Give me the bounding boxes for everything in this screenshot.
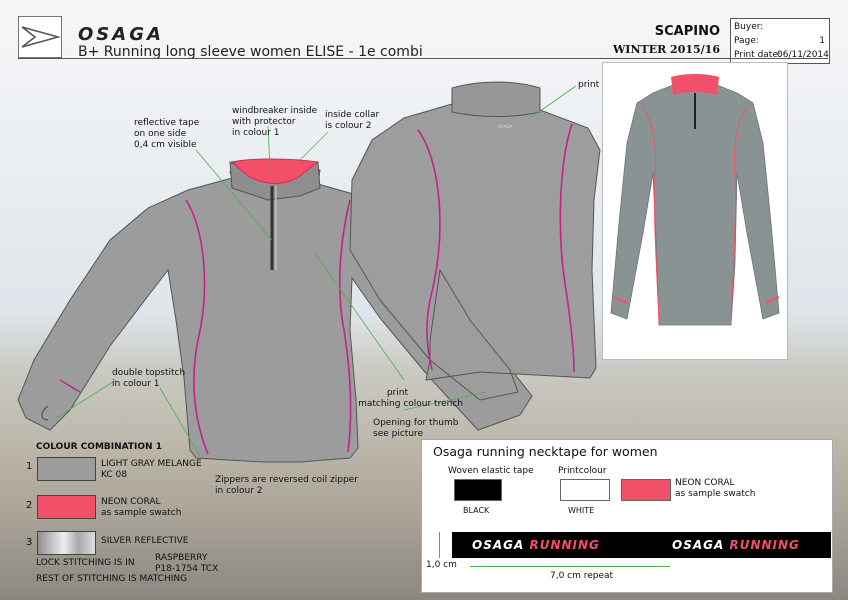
page-label: Page: [734, 36, 759, 46]
swatch-neon-coral-tape [621, 479, 671, 501]
print-date-label: Print date: [734, 50, 781, 60]
colour-label-3: SILVER REFLECTIVE [101, 536, 189, 546]
annotation-windbreaker: windbreaker inside with protector in colour 1 [232, 106, 318, 138]
annotation-reflective-tape: reflective tape on one side 0,4 cm visible [134, 118, 200, 150]
colour-combination-title: COLOUR COMBINATION 1 [36, 442, 162, 452]
woven-tape-label: Woven elastic tape [448, 466, 534, 476]
necktape-strip [452, 532, 831, 558]
svg-text:OSAGA: OSAGA [498, 124, 513, 129]
black-label: BLACK [463, 506, 490, 515]
tape-logo-1: OSAGA RUNNING [472, 538, 600, 552]
annotation-print-top: print [578, 80, 600, 90]
colour-num-1: 1 [26, 461, 33, 472]
swatch-white [560, 479, 610, 501]
lock-stitching-value: RASPBERRY P18-1754 TCX [155, 553, 219, 574]
colour-num-2: 2 [26, 500, 33, 511]
swatch-light-gray-melange [37, 457, 96, 481]
swatch-black [454, 479, 502, 501]
client-name: SCAPINO [654, 24, 720, 39]
annotation-print-matching: print matching colour trench [358, 388, 463, 409]
colour-label-1: LIGHT GRAY MELANGE KC 08 [101, 459, 202, 480]
annotation-double-topstitch: double topstitch in colour 1 [112, 368, 186, 389]
annotation-inside-collar: inside collar is colour 2 [325, 110, 380, 131]
rest-stitching-note: REST OF STITCHING IS MATCHING [36, 574, 188, 584]
printcolour-label: Printcolour [558, 466, 607, 476]
brand-name: OSAGA [78, 24, 164, 45]
lock-stitching-label: LOCK STITCHING IS IN [36, 558, 135, 568]
sample-photo [602, 62, 788, 360]
colour-num-3: 3 [26, 537, 33, 548]
white-label: WHITE [568, 506, 595, 515]
annotation-zippers: Zippers are reversed coil zipper in colour 2 [215, 475, 358, 496]
repeat-dimension-line [470, 566, 670, 567]
swatch-silver-reflective [37, 531, 96, 555]
necktape-spec-box [421, 439, 833, 593]
back-garment-icon [350, 82, 600, 400]
annotation-thumb-opening: Opening for thumb see picture [373, 418, 459, 439]
repeat-label: 7,0 cm repeat [550, 571, 614, 581]
document-title: B+ Running long sleeve women ELISE - 1e combi [78, 44, 423, 60]
buyer-label: Buyer: [734, 22, 764, 32]
sample-garment-photo-icon [603, 63, 787, 359]
height-label: 1,0 cm [426, 560, 457, 570]
page-value: 1 [819, 36, 825, 46]
colour-label-2: NEON CORAL as sample swatch [101, 497, 182, 518]
tape-logo-2: OSAGA RUNNING [672, 538, 800, 552]
height-dimension-line [439, 532, 440, 558]
necktape-title: Osaga running necktape for women [433, 444, 658, 459]
coral-tape-label: NEON CORAL as sample swatch [675, 478, 756, 499]
print-date-value: 06/11/2014 [777, 50, 829, 60]
swatch-neon-coral [37, 495, 96, 519]
season-label: WINTER 2015/16 [612, 43, 720, 56]
